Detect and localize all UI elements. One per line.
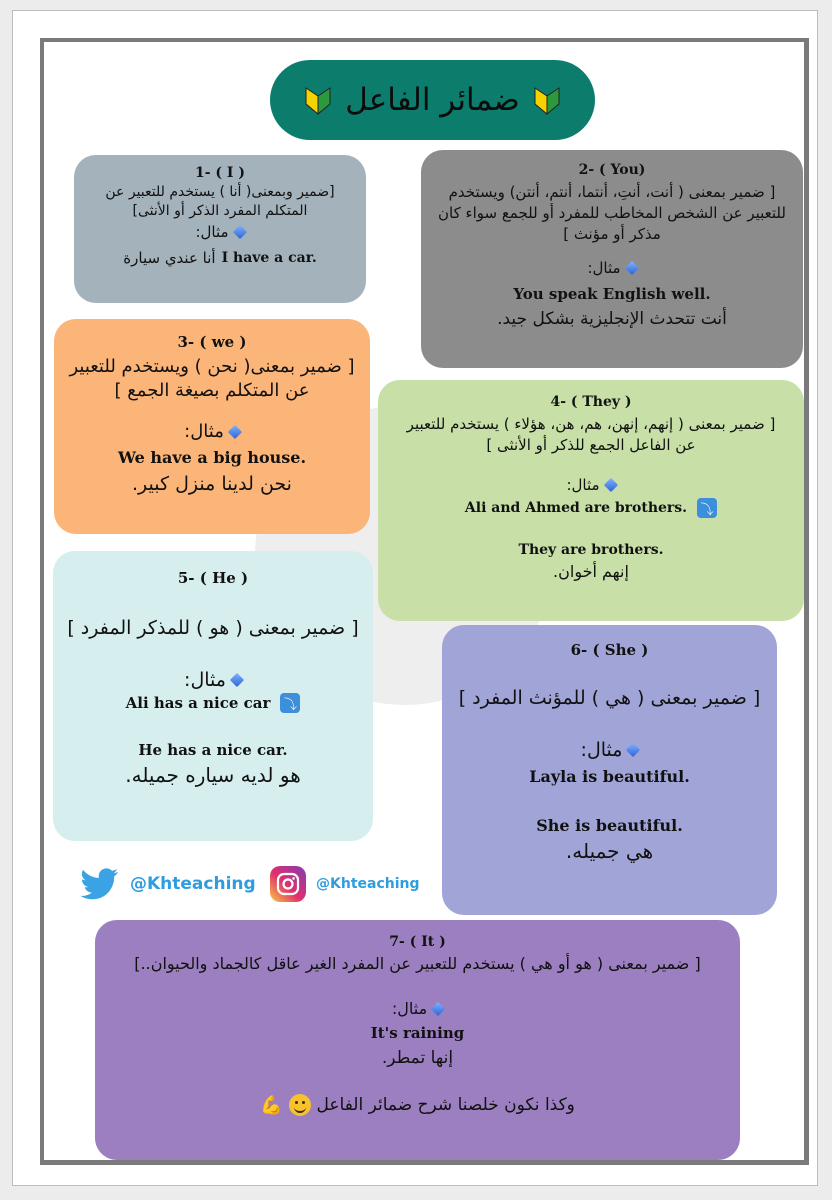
pronoun-card-they [378,380,804,621]
card-description: [ ضمير بمعنى ( هي ) للمؤنث المفرد ] [458,687,761,709]
pronoun-card-you [421,150,803,368]
example-english: Ali and Ahmed are brothers. [464,500,688,516]
example-label: مثال: [391,999,428,1018]
card-number: 5- ( He ) [177,569,249,587]
example-english-second: She is beautiful. [536,816,683,835]
twitter-handle[interactable]: @Khteaching [130,874,256,894]
example-english-second: He has a nice car. [138,741,288,759]
example-label: مثال: [580,739,623,761]
beginner-leaf-icon [305,85,331,115]
example-english: It's raining [370,1024,465,1042]
example-arabic: إنهم أخوان. [553,562,629,581]
pronoun-card-it [95,920,740,1160]
card-description: [ ضمير بمعنى ( هو ) للمذكر المفرد ] [67,617,359,639]
page-title: ضمائر الفاعل [345,82,520,118]
card-number: 1- ( I ) [195,165,245,181]
example-english: I have a car. [221,250,317,266]
example-english: You speak English well. [513,285,711,303]
blue-diamond-icon [431,1001,445,1015]
instagram-handle-group[interactable] [270,864,420,904]
example-english-second: They are brothers. [518,542,664,558]
smile-emoji-icon [289,1094,311,1116]
blue-diamond-icon [603,478,617,492]
card-description: [ ضمير بمعنى ( أنت، أنتِ، أنتما، أنتم، أنتن) ويستخدم للتعبير عن الشخص المخاطب للمفرد أو للجمع سواء كان مذكر أو مؤنث ] [438,183,786,243]
card-number: 7- ( It ) [389,934,446,950]
example-label: مثال: [587,259,621,277]
card-number: 4- ( They ) [550,394,632,410]
flexed-arm-emoji-icon: 💪 [260,1094,283,1116]
example-arabic: أنت تتحدث الإنجليزية بشكل جيد. [497,309,727,329]
example-arabic: هي جميله. [565,839,654,863]
example-arabic: نحن لدينا منزل كبير. [132,473,292,495]
down-arrow-icon: ⤵ [697,498,717,518]
example-label: مثال: [184,421,224,442]
example-arabic: إنها تمطر. [381,1048,454,1068]
pronoun-card-he [53,551,373,841]
pronoun-card-she [442,625,777,915]
example-label: مثال: [184,669,226,691]
blue-diamond-icon [624,261,638,275]
example-english: We have a big house. [117,448,307,467]
blue-diamond-icon [230,673,244,687]
beginner-leaf-icon [534,85,560,115]
example-label: مثال: [566,476,600,494]
card-description: [ضمير وبمعنى( أنا ) يستخدم للتعبير عن المتكلم المفرد الذكر أو الأنثى] [105,184,335,219]
card-description: [ ضمير بمعنى( نحن ) ويستخدم للتعبير عن المتكلم بصيغة الجمع ] [69,356,355,401]
instagram-icon [270,866,306,902]
pronoun-card-we [54,319,370,534]
card-number: 6- ( She ) [570,641,649,659]
example-arabic: أنا عندي سيارة [123,249,216,267]
card-number: 2- ( You) [578,162,646,178]
example-label: مثال: [195,223,229,241]
pronoun-card-i [74,155,366,303]
card-number: 3- ( we ) [177,333,247,351]
title-banner [270,60,595,140]
card-description: [ ضمير بمعنى ( هو أو هي ) يستخدم للتعبير عن المفرد الغير عاقل كالجماد والحيوان..] [134,954,701,973]
twitter-bird-icon [80,868,120,900]
closing-note: وكذا نكون خلصنا شرح ضمائر الفاعل [316,1095,575,1115]
blue-diamond-icon [228,424,242,438]
down-arrow-icon: ⤵ [280,693,300,713]
blue-diamond-icon [626,743,640,757]
example-english: Ali has a nice car [125,694,271,712]
example-arabic: هو لديه سياره جميله. [125,763,301,787]
twitter-handle-group[interactable] [80,864,256,904]
example-english: Layla is beautiful. [529,767,690,786]
card-description: [ ضمير بمعنى ( إنهم، إنهن، هم، هن، هؤلاء ) يستخدم للتعبير عن الفاعل الجمع للذكر أو الأنثى ] [406,415,776,454]
instagram-handle[interactable]: @Khteaching [316,876,420,892]
blue-diamond-icon [232,225,246,239]
